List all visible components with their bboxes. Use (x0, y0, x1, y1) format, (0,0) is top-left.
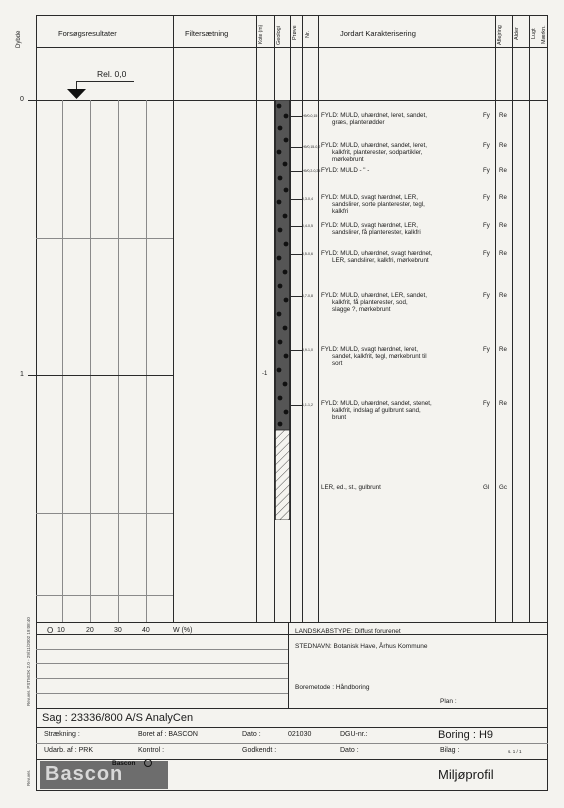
grid-h-3 (36, 513, 173, 514)
alder-value: Re (499, 346, 507, 353)
landskabstype: LANDSKABSTYPE: Diffust forurenet (295, 628, 401, 635)
layer-description-line: LER, ed., st., gulbrunt (321, 484, 381, 491)
col-line-lugt (529, 15, 530, 622)
info-line (36, 678, 288, 679)
nr-header: Nr. (305, 30, 311, 38)
sample-marker (290, 296, 302, 297)
sample-marker (290, 254, 302, 255)
layer-description-line: græs, planterødder (332, 119, 385, 126)
godkendt-label: Godkendt : (242, 747, 277, 754)
layer-description-line: kalkfri (332, 208, 349, 215)
col-line-nr (302, 15, 303, 622)
kontrol-label: Kontrol : (138, 747, 165, 754)
boret-af: Boret af : BASCON (138, 731, 198, 738)
depth-tick-1-mark (28, 375, 36, 376)
layer-description-line: mørkebrunt (332, 156, 364, 163)
lugt-header: Lugt (531, 28, 537, 39)
alder-value: Re (499, 292, 507, 299)
depth-tick-1: 1 (20, 371, 24, 378)
axis-row-line (36, 634, 548, 635)
filtersaetning-header: Filtersætning (185, 29, 229, 38)
geology-column (275, 100, 290, 520)
markering-header: Mærkn. (541, 25, 547, 44)
info-line (36, 663, 288, 664)
layer-description-line: FYLD: MULD, svagt hærdnet, LER, (321, 194, 418, 201)
layer-description-line: FYLD: MULD, uhærdnet, sandet, stenet, (321, 400, 432, 407)
sample-id: 1,1-1,2 (302, 403, 313, 407)
prove-header: Prøve (292, 25, 298, 40)
aflejring-value: Fy (483, 112, 490, 119)
layer-description-line: brunt (332, 414, 347, 421)
plan-label: Plan : (440, 698, 457, 705)
aflejring-value: Fy (483, 167, 490, 174)
page-number: s. 1 / 1 (508, 749, 522, 754)
kote-tick-label: -1 (262, 371, 268, 377)
grid-v-4 (146, 100, 147, 622)
logo-mark-icon (144, 759, 152, 767)
sample-marker (290, 147, 302, 148)
alder-value: Re (499, 194, 507, 201)
sample-marker (290, 199, 302, 200)
alder-value: Re (499, 222, 507, 229)
aflejring-value: Fy (483, 400, 490, 407)
info-bottom-line (36, 708, 548, 709)
col-line-aflejring (495, 15, 496, 622)
layer-description-line: FYLD: MULD - " - (321, 167, 370, 174)
reference-level-label: Rel. 0,0 (97, 69, 127, 79)
aflejring-value: Gl (483, 484, 490, 491)
dato-value: 021030 (288, 731, 312, 738)
footer-line-2 (36, 743, 548, 744)
forsogsresultater-header: Forsøgsresultater (58, 29, 117, 38)
dgu-label: DGU-nr.: (340, 731, 368, 738)
info-line (36, 649, 288, 650)
layer-description-line: FYLD: MULD, svagt hærdnet, leret, (321, 346, 418, 353)
bilag-label: Bilag : (440, 747, 460, 754)
col-line-jordart (318, 15, 319, 622)
surface-line-right (318, 100, 548, 101)
aflejring-value: Fy (483, 346, 490, 353)
alder-value: Re (499, 112, 507, 119)
footer-line-1 (36, 727, 548, 728)
alder-value: Gc (499, 484, 507, 491)
grid-v-2 (90, 100, 91, 622)
kote-header: Kote (m) (258, 24, 264, 44)
axis-tick: 30 (114, 627, 122, 634)
col-line-kote (256, 15, 257, 622)
bascon-logo-text: Bascon (45, 763, 124, 785)
aflejring-value: Fy (483, 250, 490, 257)
aflejring-value: Fy (483, 292, 490, 299)
layer-description-line: FYLD: MULD, uhærdnet, sandet, leret, (321, 142, 427, 149)
layer-description-line: FYLD: MULD, svagt hærdnet, LER, (321, 222, 418, 229)
grid-v-1 (62, 100, 63, 622)
reference-level-line (76, 81, 134, 82)
layer-description-line: sandslirer, få planterester, kalkfri (332, 229, 421, 236)
boremetode: Boremetode : Håndboring (295, 684, 370, 691)
dybde-label: Dybde (16, 30, 22, 48)
sample-id: H9/0,15-0,2 (302, 145, 321, 149)
layer-description-line: sandet, kalkfrit, tegl, mørkebrunt til (332, 353, 427, 360)
axis-unit: W (%) (173, 627, 193, 634)
grid-v-3 (118, 100, 119, 622)
jordart-header: Jordart Karakterisering (340, 29, 416, 38)
alder-value: Re (499, 250, 507, 257)
layer-description-line: FYLD: MULD, uhærdnet, leret, sandet, (321, 112, 427, 119)
print-stamp-short: Rev.ver. (26, 769, 31, 786)
layer-description-line: slagge ?, mørkebrunt (332, 306, 391, 313)
stednavn: STEDNAVN: Botanisk Have, Århus Kommune (295, 643, 428, 650)
sample-id: 0,9-1,0 (302, 348, 313, 352)
sample-marker (290, 116, 302, 117)
sample-id: H9/0-0,15 (302, 114, 318, 118)
sample-marker (290, 226, 302, 227)
alder-value: Re (499, 142, 507, 149)
aflejring-value: Fy (483, 142, 490, 149)
dato2-label: Dato : (340, 747, 359, 754)
sample-id: 0,3-0,4 (302, 197, 313, 201)
print-stamp: Rev.ver. PSTMOK 2.0 - 29/11/2002 19:08:40 (26, 617, 31, 706)
straekning-label: Strækning : (44, 731, 80, 738)
col-line-alder (512, 15, 513, 622)
axis-tick: 10 (57, 627, 65, 634)
sag-title: Sag : 23336/800 A/S AnalyCen (42, 712, 194, 724)
layer-description-line: FYLD: MULD, uhærdnet, LER, sandet, (321, 292, 427, 299)
layer-description-line: LER, sandslirer, kalkfri, mørkebrunt (332, 257, 429, 264)
aflejring-value: Fy (483, 222, 490, 229)
layer-description-line: kalkfrit, indslag af gulbrunt sand, (332, 407, 421, 414)
header-divider (36, 47, 548, 48)
sample-id: 0,7-0,8 (302, 294, 313, 298)
layer-description-line: sandslirer, sorte planterester, tegl, (332, 201, 425, 208)
alder-value: Re (499, 167, 507, 174)
profile-frame (36, 15, 548, 791)
col-line-prove (290, 15, 291, 622)
sample-marker (290, 350, 302, 351)
alder-header: Alder (514, 27, 520, 40)
layer-description-line: kalkfrit, planterester, sodpartikler, (332, 149, 423, 156)
bascon-logo-small-text: Bascon (112, 760, 136, 767)
boring-id: Boring : H9 (438, 729, 494, 741)
alder-value: Re (499, 400, 507, 407)
sample-marker (290, 171, 302, 172)
layer-description-line: FYLD: MULD, uhærdnet, svagt hærdnet, (321, 250, 433, 257)
sample-id: H9/0,2-0,25 (302, 169, 321, 173)
info-line (36, 693, 288, 694)
layer-description-line: sort (332, 360, 343, 367)
dato-label: Dato : (242, 731, 261, 738)
sample-marker (290, 405, 302, 406)
grid-h-2 (36, 375, 173, 376)
depth-tick-0-mark (28, 100, 36, 101)
udarb-label: Udarb. af : PRK (44, 747, 94, 754)
aflejring-header: Aflejring (497, 25, 503, 45)
miljoprofil-title: Miljøprofil (438, 767, 494, 782)
col-line-filter (173, 15, 174, 622)
grid-h-1 (36, 238, 173, 239)
axis-tick: 40 (142, 627, 150, 634)
layer-description-line: kalkfrit, få planterester, sod, (332, 299, 408, 306)
reference-triangle-icon (67, 89, 86, 100)
geologi-header: Geologi (276, 26, 282, 45)
sample-id: 0,4-0,5 (302, 224, 313, 228)
sample-id: 0,5-0,6 (302, 252, 313, 256)
graph-bottom-line (36, 622, 548, 623)
depth-tick-0: 0 (20, 96, 24, 103)
grid-h-4 (36, 595, 173, 596)
axis-tick: 20 (86, 627, 94, 634)
aflejring-value: Fy (483, 194, 490, 201)
axis-tick: O (47, 626, 54, 635)
info-divider (288, 622, 289, 708)
